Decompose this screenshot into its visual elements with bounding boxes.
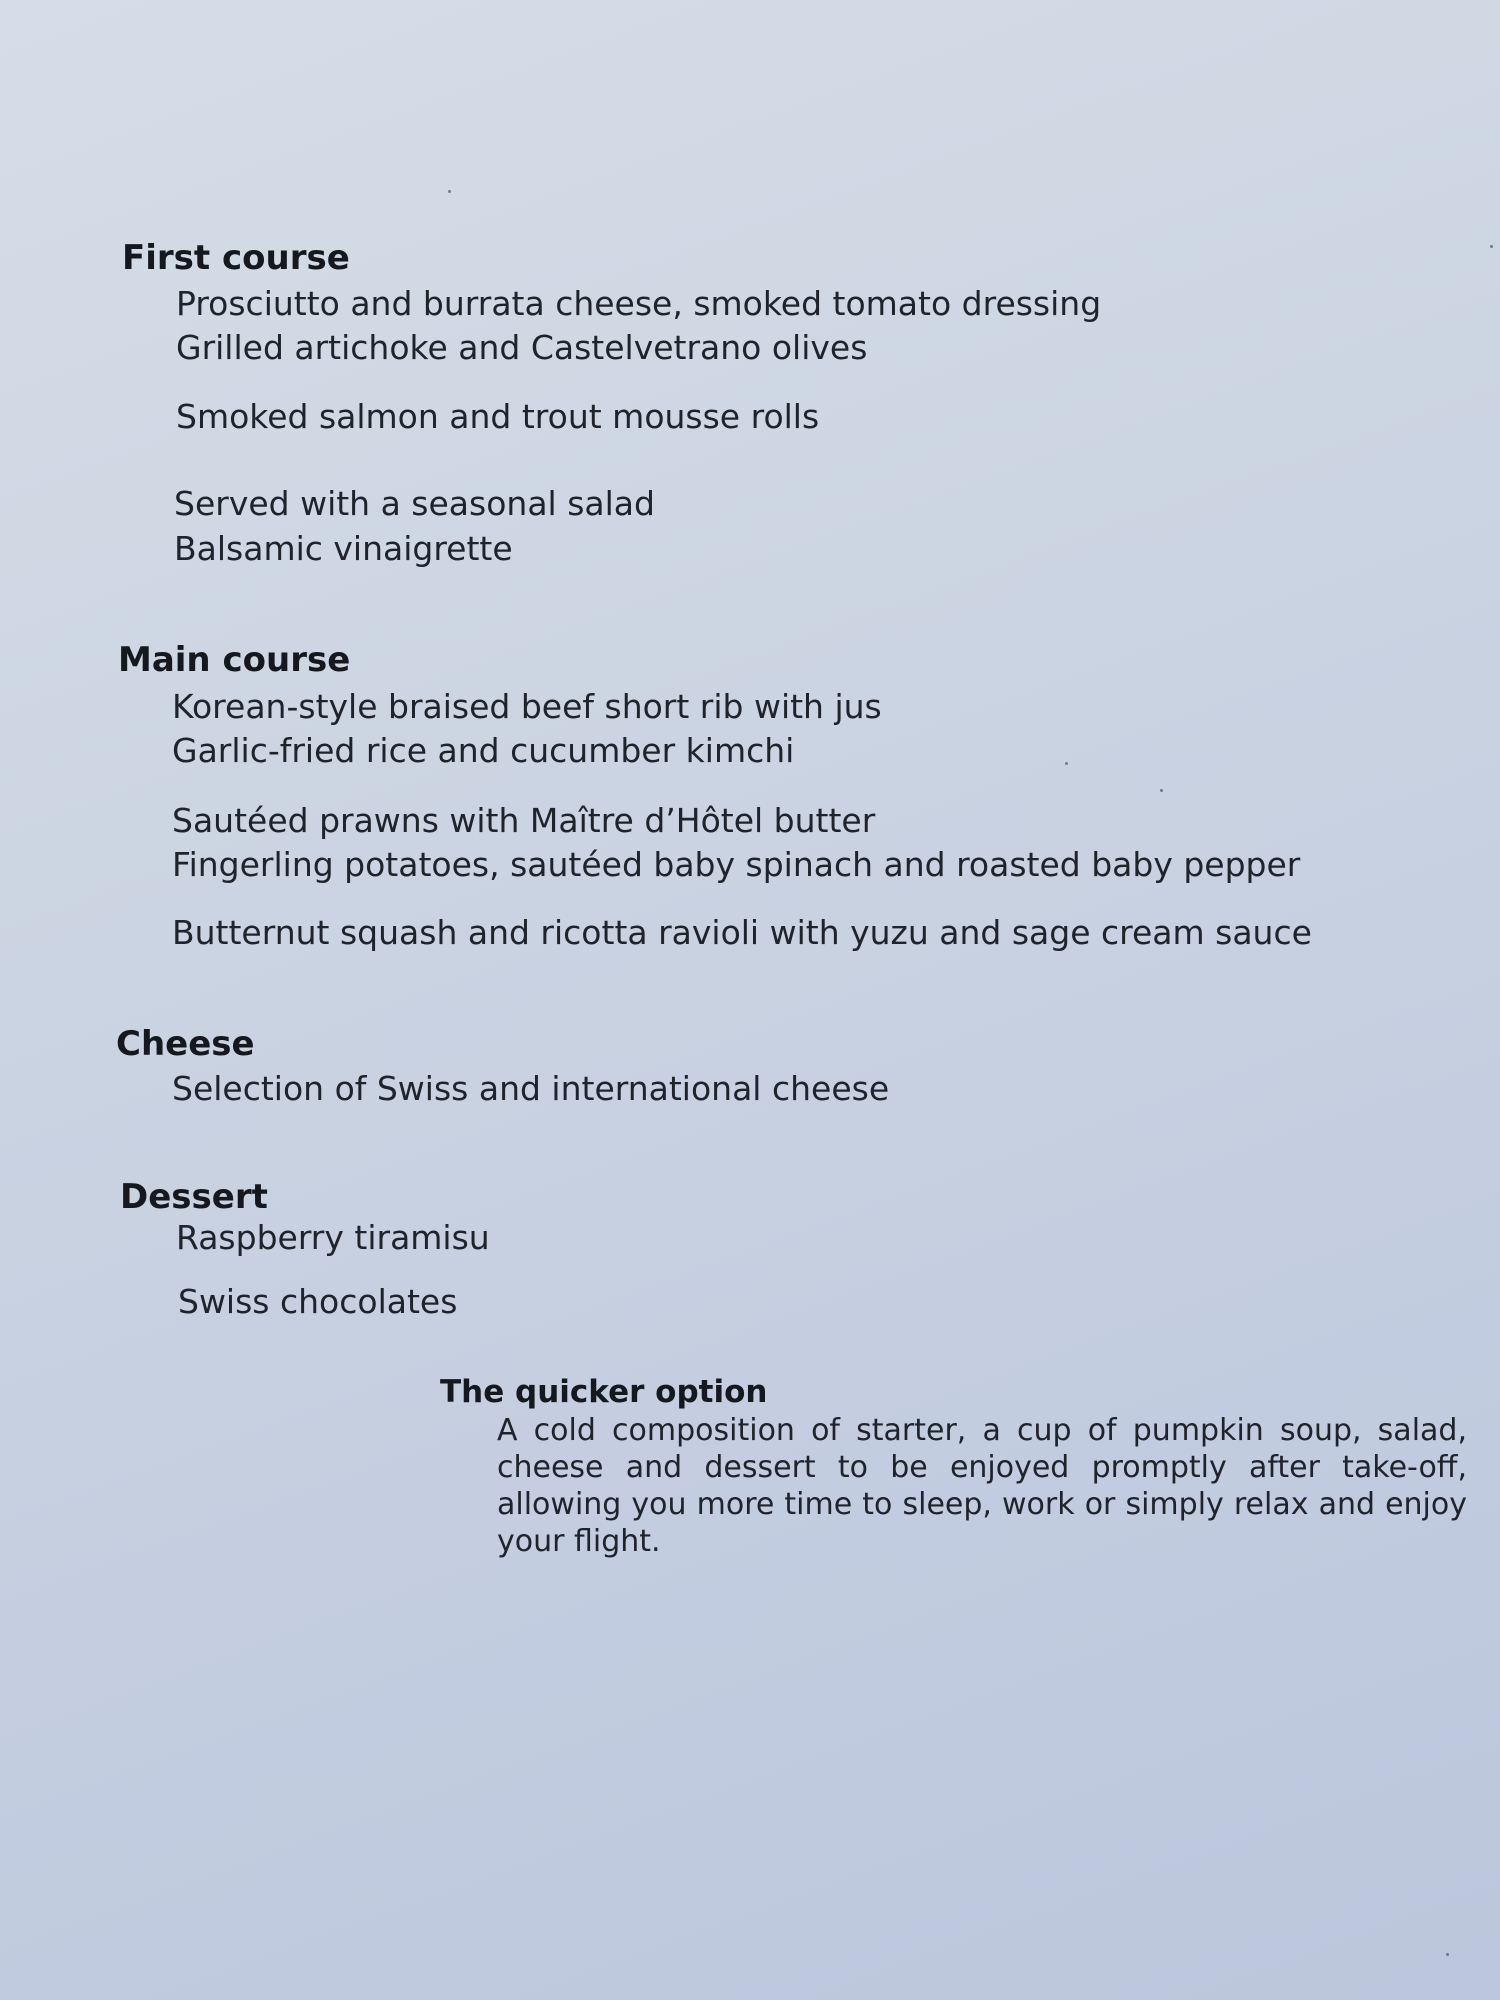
first-course-item: Smoked salmon and trout mousse rolls xyxy=(176,397,820,436)
cheese-heading: Cheese xyxy=(116,1024,255,1064)
main-course-item: Korean-style braised beef short rib with jus xyxy=(172,687,882,726)
quicker-option-description: A cold composition of starter, a cup of pumpkin soup, salad, cheese and dessert to be enjoyed promptly after take-off, allowing you more time to sleep, work or simply relax and enjoy your flight. xyxy=(497,1413,1467,1559)
dessert-item: Swiss chocolates xyxy=(178,1282,458,1321)
paper-speck xyxy=(1160,789,1163,792)
paper-speck xyxy=(1490,245,1493,248)
main-course-item: Butternut squash and ricotta ravioli with yuzu and sage cream sauce xyxy=(172,913,1312,952)
paper-speck xyxy=(448,190,451,193)
first-course-item: Balsamic vinaigrette xyxy=(174,529,513,568)
cheese-item: Selection of Swiss and international cheese xyxy=(172,1069,890,1108)
dessert-heading: Dessert xyxy=(120,1177,268,1217)
first-course-item: Grilled artichoke and Castelvetrano olives xyxy=(176,328,868,367)
main-course-item: Garlic-fried rice and cucumber kimchi xyxy=(172,731,795,770)
quicker-option-heading: The quicker option xyxy=(440,1374,768,1410)
first-course-heading: First course xyxy=(122,238,350,278)
paper-speck xyxy=(1065,762,1068,765)
main-course-heading: Main course xyxy=(118,640,351,680)
first-course-item: Served with a seasonal salad xyxy=(174,484,655,523)
main-course-item: Fingerling potatoes, sautéed baby spinach and roasted baby pepper xyxy=(172,845,1301,884)
paper-speck xyxy=(1446,1953,1449,1956)
first-course-item: Prosciutto and burrata cheese, smoked tomato dressing xyxy=(176,284,1102,323)
main-course-item: Sautéed prawns with Maître d’Hôtel butter xyxy=(172,801,876,840)
dessert-item: Raspberry tiramisu xyxy=(176,1218,490,1257)
